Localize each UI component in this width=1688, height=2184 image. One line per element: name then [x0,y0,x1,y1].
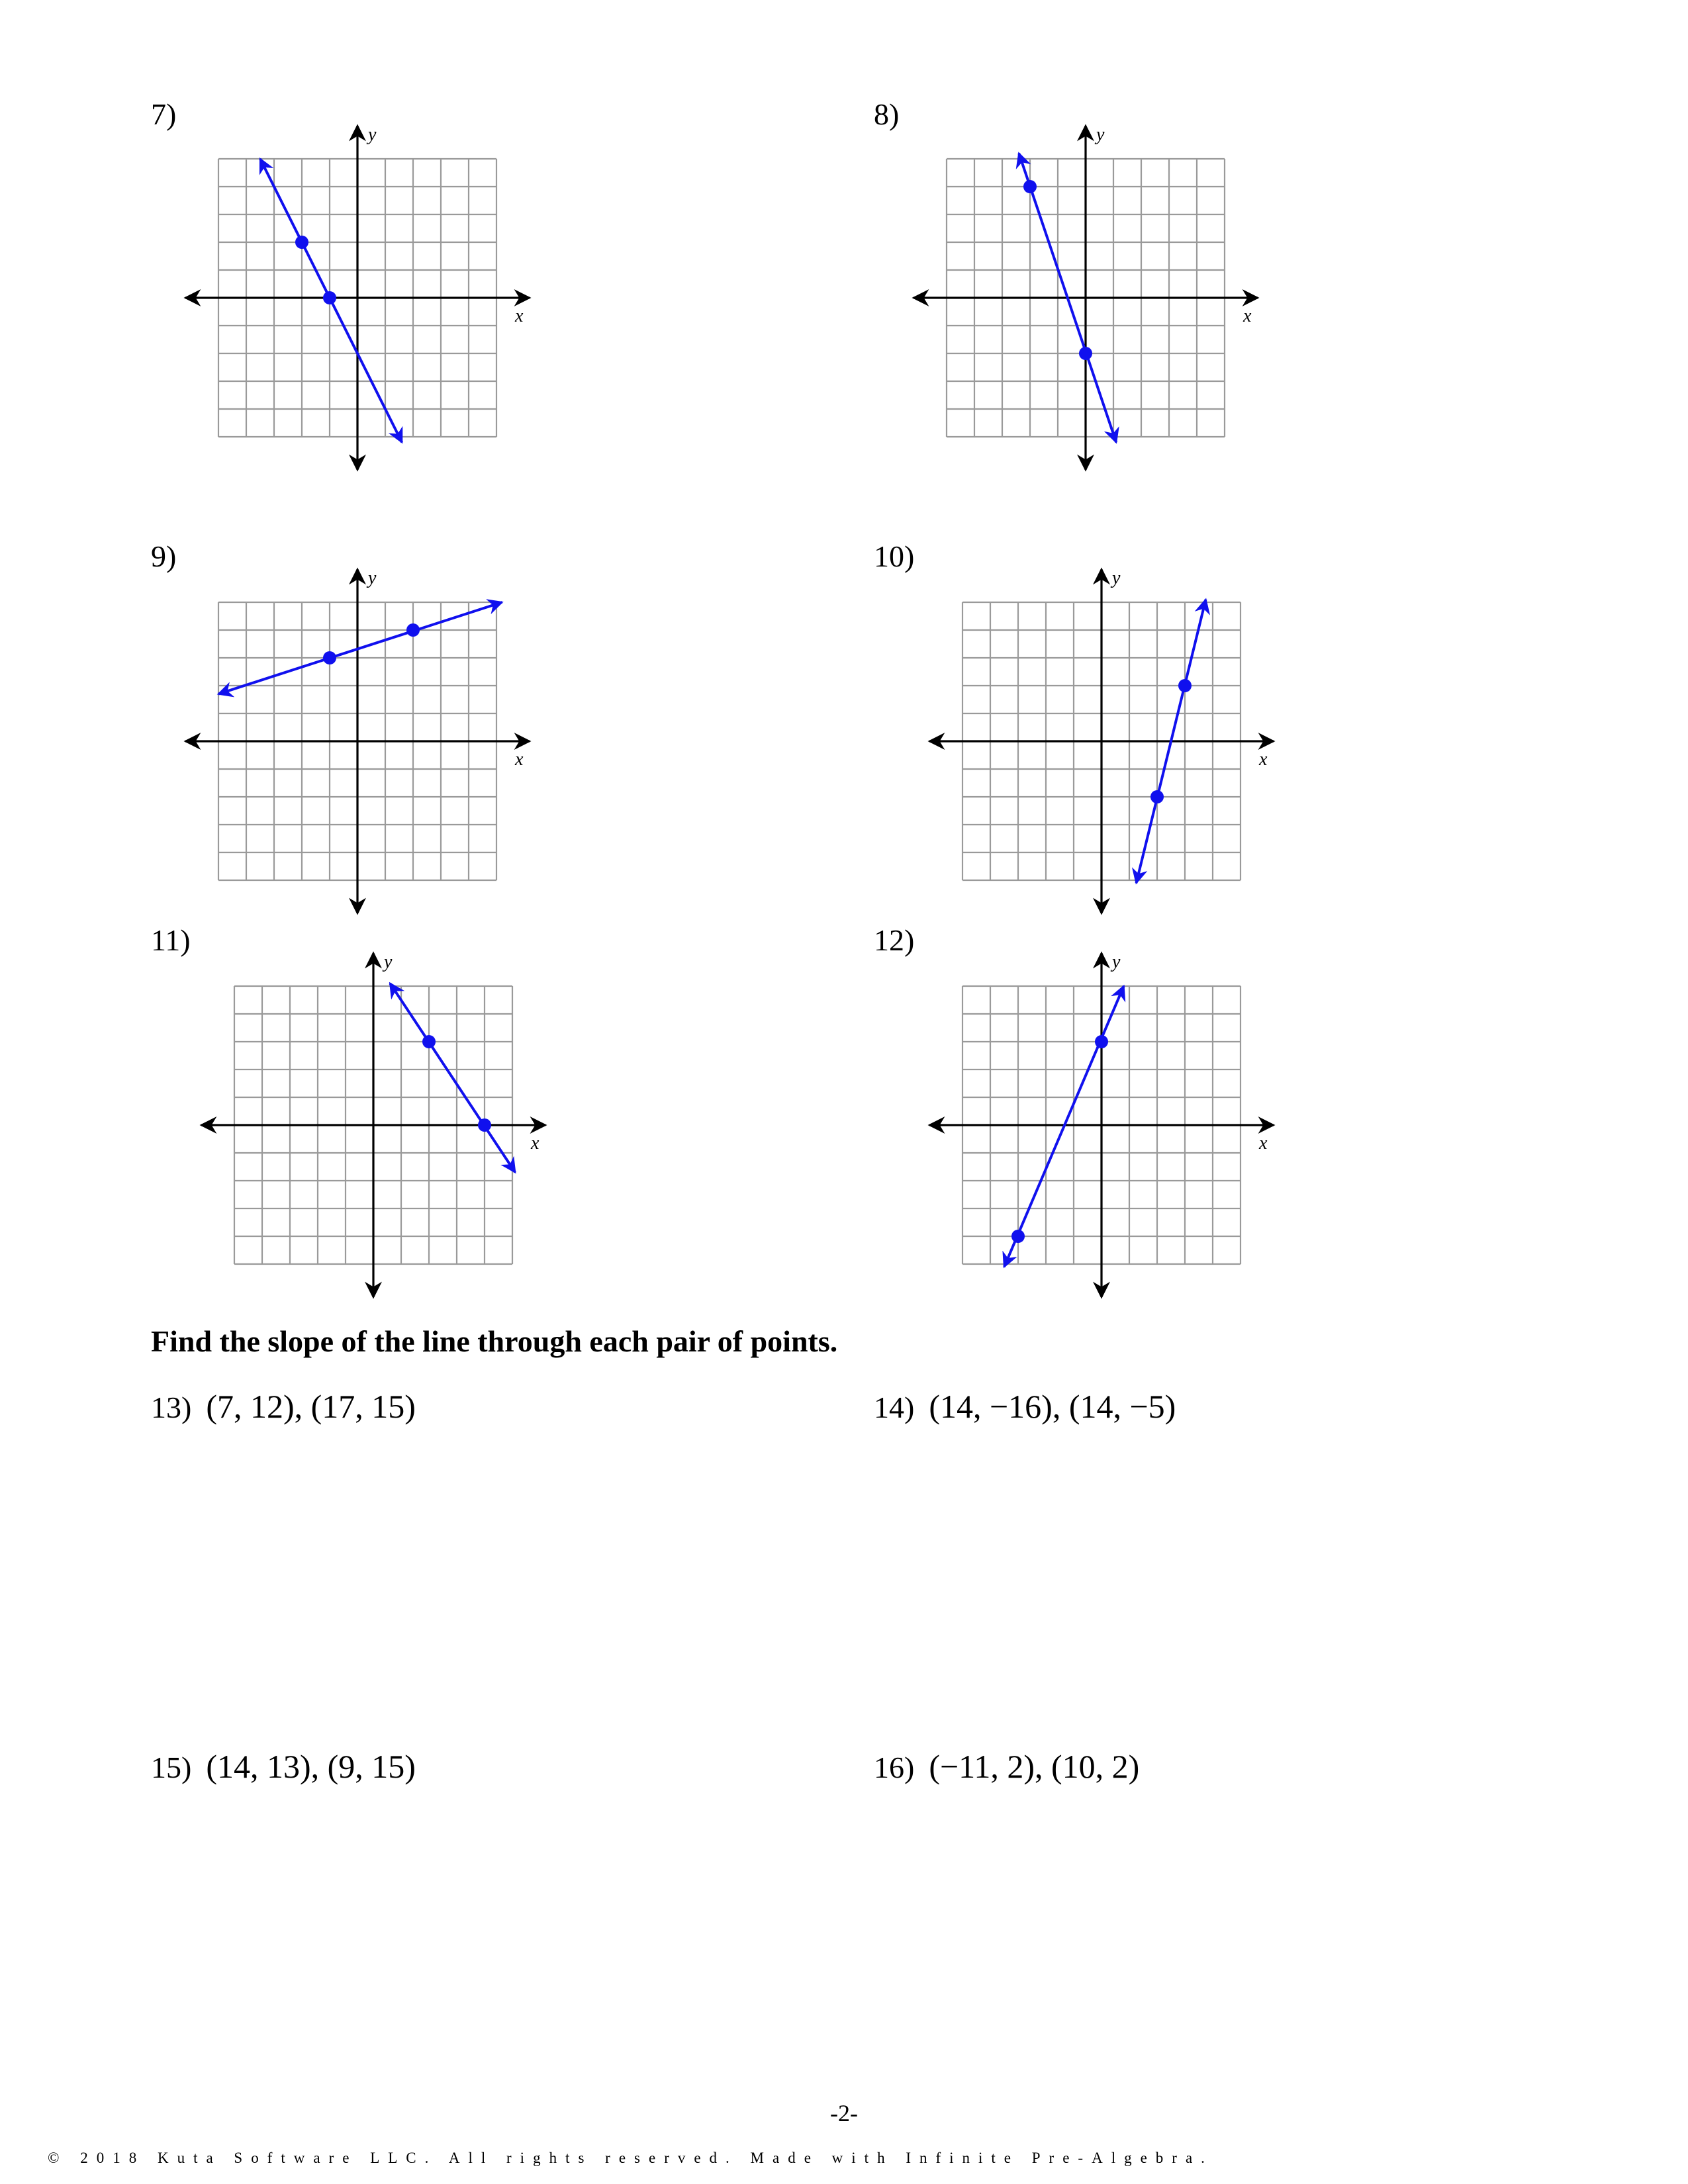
problem-13-points: (7, 12), (17, 15) [206,1388,416,1425]
plotted-point-1 [422,1035,436,1048]
y-axis-label: y [368,568,377,588]
coordinate-plane-9 [185,569,530,913]
x-axis-label: x [1243,306,1252,326]
problem-16 [874,1747,1139,1786]
graphed-line [390,983,515,1173]
problem-number-8: 8) [874,97,900,131]
instructions-heading: Find the slope of the line through each pair of points. [151,1324,838,1358]
problem-number-9: 9) [151,539,177,573]
graph-8 [914,126,1258,470]
coordinate-plane-11 [201,953,545,1297]
graph-11 [201,953,545,1297]
plotted-point-2 [1178,679,1192,692]
problem-number-14: 14) [874,1390,915,1424]
problem-15-points: (14, 13), (9, 15) [206,1748,416,1785]
plotted-point-1 [1023,180,1037,193]
problem-15 [151,1747,416,1786]
x-axis-label: x [515,306,524,326]
x-axis-label: x [1259,749,1268,770]
problem-number-16: 16) [874,1751,915,1784]
coordinate-plane-10 [929,569,1274,913]
graphed-line [218,602,502,694]
coordinate-plane-7 [185,126,530,470]
y-axis-label: y [1112,952,1121,972]
problem-number-11: 11) [151,923,191,957]
plotted-point-2 [478,1118,491,1132]
coordinate-plane-12 [929,953,1274,1297]
copyright-footer: © 2018 Kuta Software LLC. All rights reserved. Made with Infinite Pre-Algebra. [48,2150,1213,2166]
problem-number-13: 13) [151,1390,192,1424]
x-axis-label: x [531,1133,539,1154]
graph-9 [185,569,530,913]
problem-14 [874,1387,1176,1426]
y-axis-label: y [1096,124,1105,145]
problem-number-10: 10) [874,539,915,573]
plotted-point-2 [1079,347,1092,360]
graph-10 [929,569,1274,913]
plotted-point-2 [1011,1230,1025,1243]
problem-number-12: 12) [874,923,915,957]
y-axis-label: y [384,952,393,972]
plotted-point-1 [1095,1035,1108,1048]
coordinate-plane-8 [914,126,1258,470]
problem-number-7: 7) [151,97,177,131]
y-axis-label: y [368,124,377,145]
graph-7 [185,126,530,470]
plotted-point-2 [406,623,420,637]
problem-16-points: (−11, 2), (10, 2) [929,1748,1140,1785]
problem-14-points: (14, −16), (14, −5) [929,1388,1176,1425]
plotted-point-1 [1150,790,1164,803]
plotted-point-1 [295,236,308,249]
plotted-point-2 [323,291,336,304]
plotted-point-1 [323,651,336,664]
problem-number-15: 15) [151,1751,192,1784]
problem-13 [151,1387,416,1426]
graph-12 [929,953,1274,1297]
graphed-line [1004,986,1124,1267]
x-axis-label: x [515,749,524,770]
y-axis-label: y [1112,568,1121,588]
x-axis-label: x [1259,1133,1268,1154]
page-number: -2- [830,2100,858,2126]
